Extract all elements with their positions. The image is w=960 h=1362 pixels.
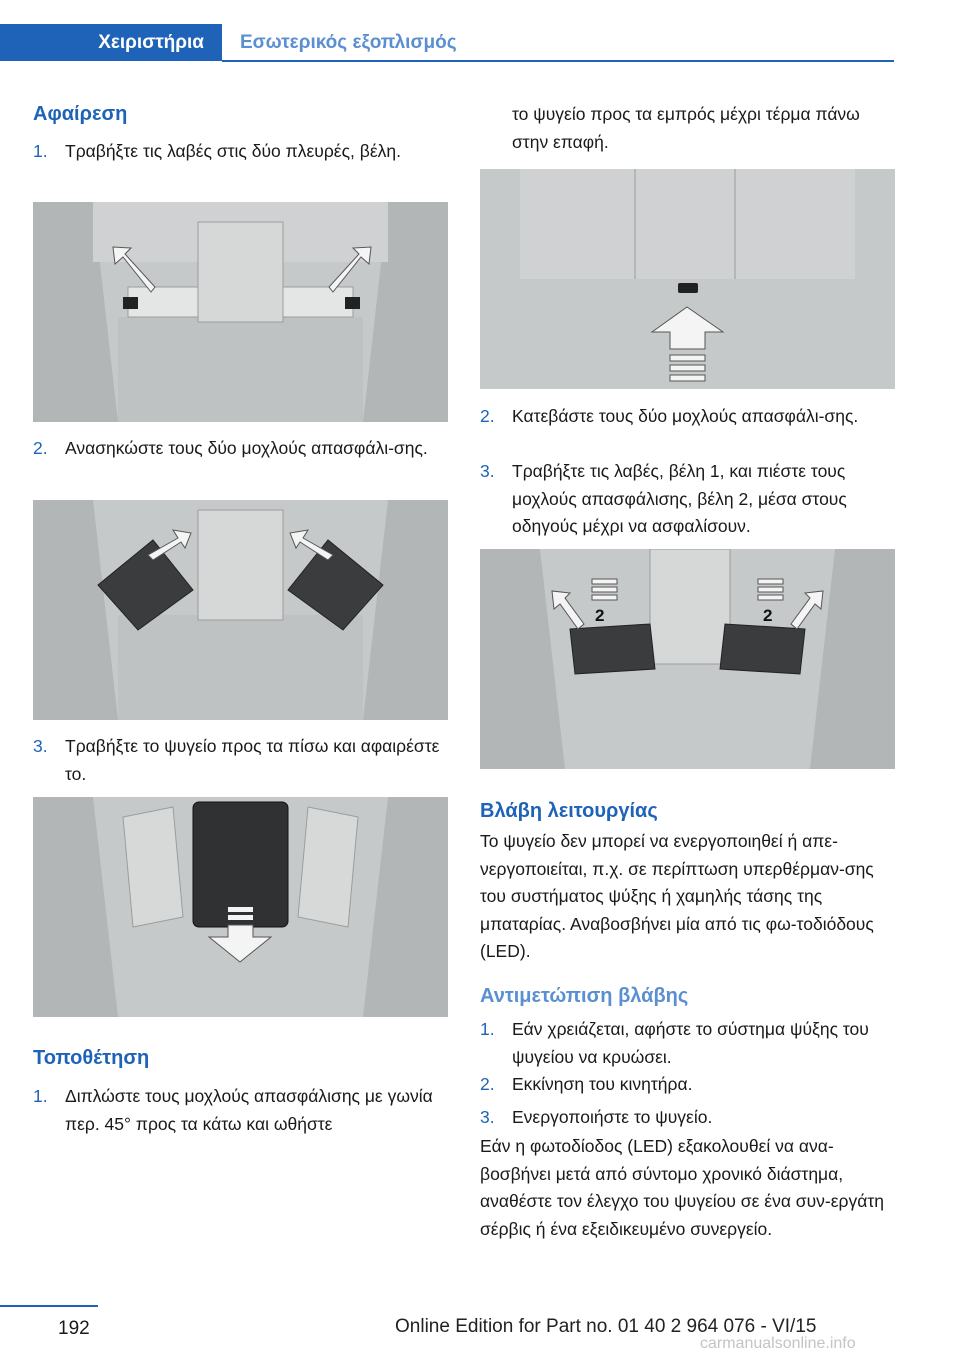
edition-info: Online Edition for Part no. 01 40 2 964 076 - VI/15 <box>395 1316 817 1337</box>
removal-step-1 <box>33 138 448 194</box>
closing-text: Εάν η φωτοδίοδος (LED) εξακολουθεί να ανα-βοσβήνει μετά από σύντομο χρονικό διάστημα, αναθέστε τον έλεγχο του ψυγείου σε ένα συν-εργάτη σέρβις ή ένα εξειδικευμένο συνεργείο. <box>480 1136 885 1239</box>
heading-remedy: Αντιμετώπιση βλάβης <box>480 985 689 1007</box>
removal-step-2 <box>33 435 448 491</box>
step-text: Εάν χρειάζεται, αφήστε το σύστημα ψύξης του ψυγείου να κρυώσει. <box>512 1019 869 1067</box>
figure-engage-release-levers <box>480 549 895 769</box>
step-number: 1. <box>480 1019 495 1039</box>
figure-label-2-left: 2 <box>595 606 605 625</box>
page-header <box>0 0 960 62</box>
remedy-step-2 <box>480 1071 895 1099</box>
heading-removal: Αφαίρεση <box>33 103 128 125</box>
malfunction-text: Το ψυγείο δεν μπορεί να ενεργοποιηθεί ή απε-νεργοποιείται, π.χ. σε περίπτωση υπερθέρμαν-σης του συστήματος ψύξης ή χαμηλής τάσης της μπαταρίας. Αναβοσβήνει μία από τις φω-τοδιόδους (LED). <box>480 831 874 961</box>
section-tab-controls[interactable]: Χειριστήρια <box>0 24 222 61</box>
step-text: Διπλώστε τους μοχλούς απασφάλισης με γωνία περ. 45° προς τα κάτω και ωθήστε <box>65 1086 433 1134</box>
heading-installation: Τοποθέτηση <box>33 1047 150 1069</box>
step-text: Ενεργοποιήστε το ψυγείο. <box>512 1107 713 1127</box>
figure-release-levers-raised <box>33 500 448 720</box>
step-text: Κατεβάστε τους δύο μοχλούς απασφάλι-σης. <box>512 406 859 426</box>
heading-malfunction: Βλάβη λειτουργίας <box>480 800 658 822</box>
step-number: 3. <box>33 736 48 756</box>
figure-handles-arrows <box>33 202 448 422</box>
install-step-2 <box>480 403 895 459</box>
step-number: 3. <box>480 1107 495 1127</box>
step-number: 3. <box>480 461 495 481</box>
step-number: 2. <box>33 438 48 458</box>
step-text: Τραβήξτε τις λαβές, βέλη 1, και πιέστε τους μοχλούς απασφάλισης, βέλη 2, μέσα στους οδηγούς μέχρι να ασφαλίσουν. <box>512 461 847 536</box>
figure-pull-cooler-back <box>33 797 448 1017</box>
remedy-step-1 <box>480 1016 895 1072</box>
step-text: Τραβήξτε το ψυγείο προς τα πίσω και αφαιρέστε το. <box>65 736 440 784</box>
install-step-1-continued: το ψυγείο προς τα εμπρός μέχρι τέρμα πάνω στην επαφή. <box>512 104 860 152</box>
step-number: 2. <box>480 1074 495 1094</box>
install-step-1 <box>33 1083 448 1139</box>
footer-divider <box>0 1305 98 1307</box>
page-number: 192 <box>58 1318 90 1339</box>
section-tab-interior-equipment[interactable]: Εσωτερικός εξοπλισμός <box>240 31 457 53</box>
step-text: Εκκίνηση του κινητήρα. <box>512 1074 693 1094</box>
step-number: 1. <box>33 141 48 161</box>
step-number: 2. <box>480 406 495 426</box>
step-text: Τραβήξτε τις λαβές στις δύο πλευρές, βέλη. <box>65 141 401 161</box>
step-number: 1. <box>33 1086 48 1106</box>
step-text: Ανασηκώστε τους δύο μοχλούς απασφάλι-σης. <box>65 438 428 458</box>
figure-push-cooler-forward <box>480 169 895 389</box>
watermark: carmanualsonline.info <box>700 1335 856 1352</box>
figure-label-2-right: 2 <box>763 606 773 625</box>
header-divider <box>222 60 894 62</box>
removal-step-3 <box>33 733 448 789</box>
install-step-3 <box>480 458 895 542</box>
remedy-step-3 <box>480 1104 895 1132</box>
